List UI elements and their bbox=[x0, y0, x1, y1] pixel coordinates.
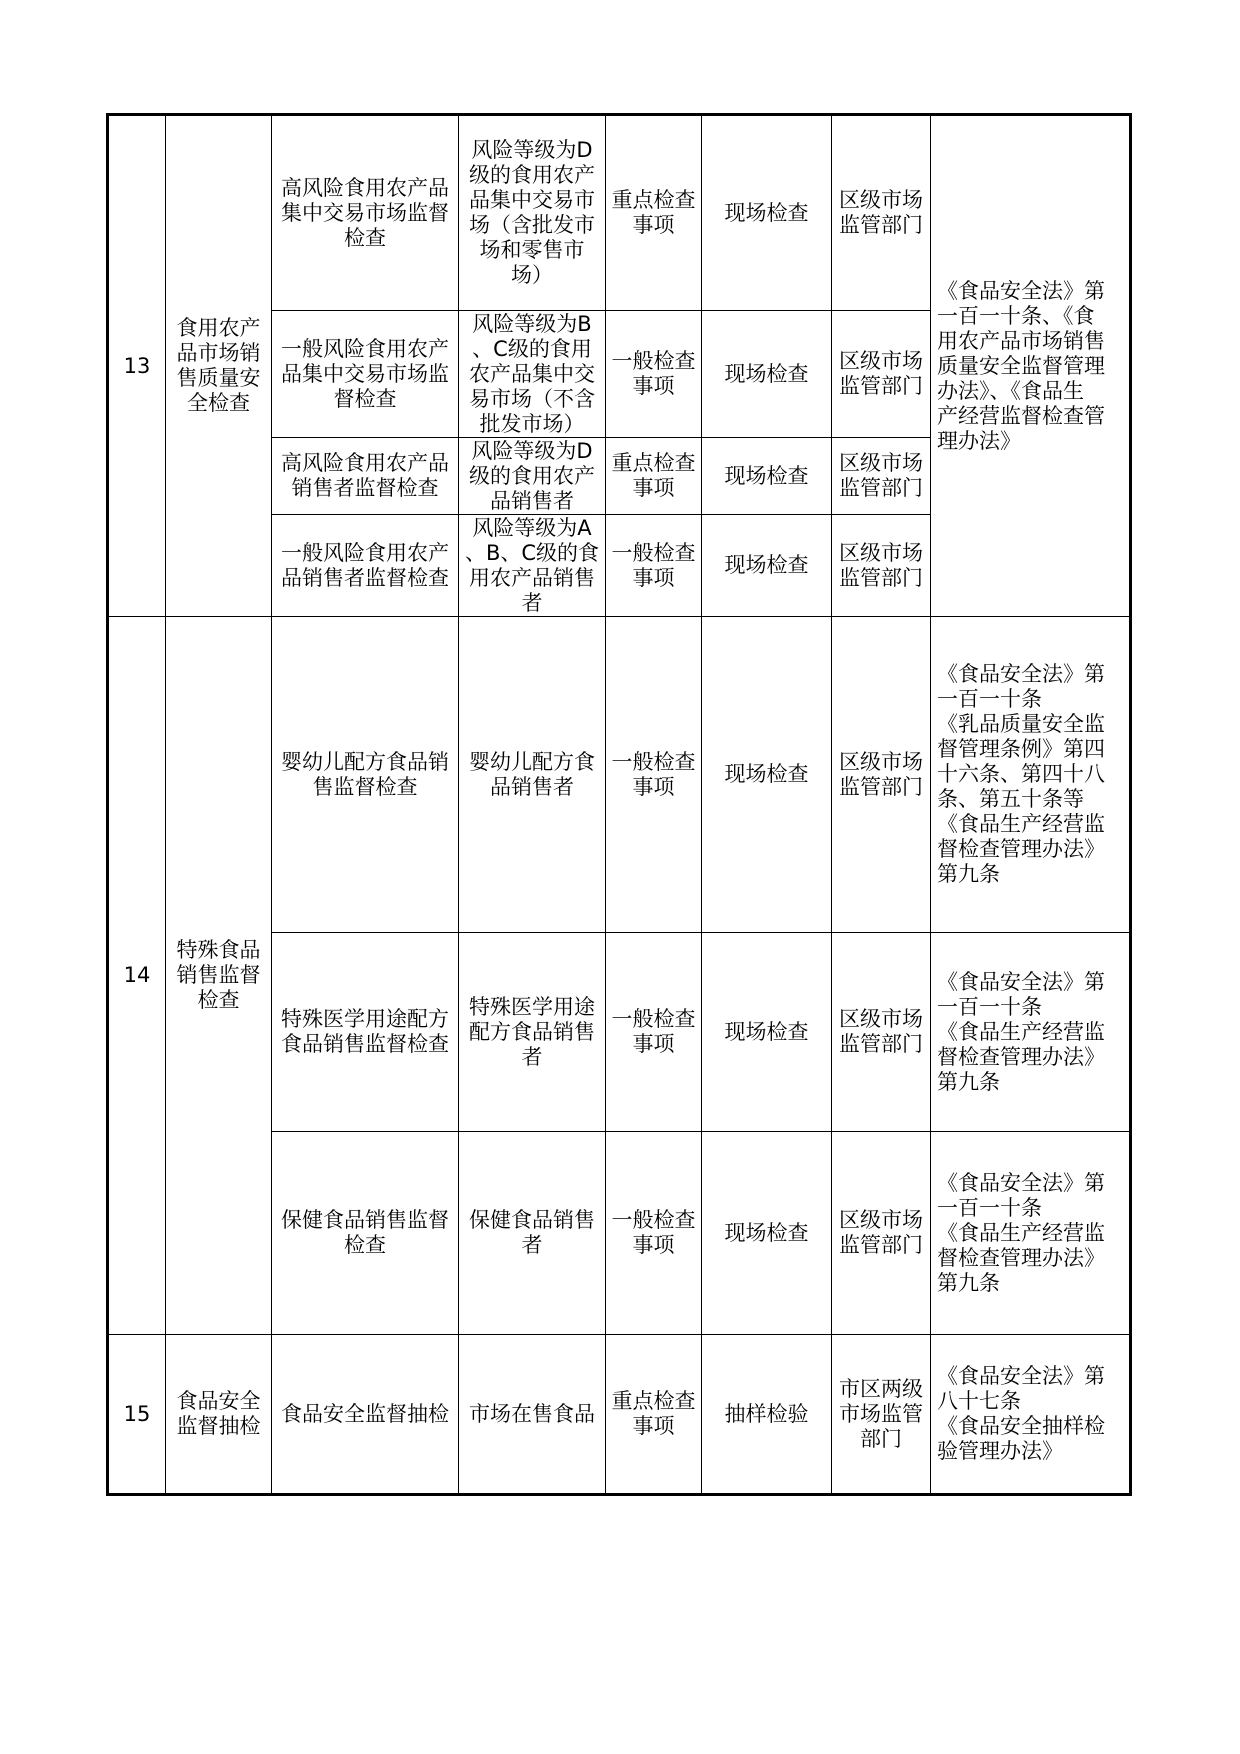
legal-basis: 《食品安全法》第 一百一十条 《食品生产经营监 督检查管理办法》 第九条 bbox=[931, 933, 1131, 1132]
table-row bbox=[108, 617, 1131, 933]
inspection-object: 保健食品销售 者 bbox=[459, 1132, 606, 1335]
responsible-dept: 区级市场 监管部门 bbox=[832, 515, 931, 617]
sub-item: 食品安全监督抽检 bbox=[272, 1335, 459, 1495]
sub-item: 一般风险食用农产 品集中交易市场监 督检查 bbox=[272, 311, 459, 438]
table-row bbox=[108, 115, 1131, 311]
legal-basis: 《食品安全法》第 一百一十条 《乳品质量安全监 督管理条例》第四 十六条、第四十八 条、第五十条等 《食品生产经营监 督检查管理办法》 第九条 bbox=[931, 617, 1131, 933]
responsible-dept: 区级市场 监管部门 bbox=[832, 438, 931, 515]
item-category: 重点检查 事项 bbox=[606, 438, 702, 515]
legal-basis: 《食品安全法》第 一百一十条 《食品生产经营监 督检查管理办法》 第九条 bbox=[931, 1132, 1131, 1335]
row-number: 14 bbox=[108, 617, 166, 1335]
responsible-dept: 区级市场 监管部门 bbox=[832, 617, 931, 933]
item-category: 一般检查 事项 bbox=[606, 933, 702, 1132]
inspection-object: 风险等级为A 、B、C级的食 用农产品销售 者 bbox=[459, 515, 606, 617]
inspection-object: 市场在售食品 bbox=[459, 1335, 606, 1495]
item-category: 一般检查 事项 bbox=[606, 311, 702, 438]
inspection-method: 现场检查 bbox=[702, 515, 832, 617]
responsible-dept: 区级市场 监管部门 bbox=[832, 1132, 931, 1335]
inspection-name: 特殊食品 销售监督 检查 bbox=[166, 617, 272, 1335]
inspection-method: 现场检查 bbox=[702, 617, 832, 933]
row-number: 13 bbox=[108, 115, 166, 617]
responsible-dept: 区级市场 监管部门 bbox=[832, 115, 931, 311]
item-category: 重点检查 事项 bbox=[606, 115, 702, 311]
inspection-name: 食用农产 品市场销 售质量安 全检查 bbox=[166, 115, 272, 617]
responsible-dept: 区级市场 监管部门 bbox=[832, 311, 931, 438]
item-category: 一般检查 事项 bbox=[606, 1132, 702, 1335]
row-number: 15 bbox=[108, 1335, 166, 1495]
sub-item: 一般风险食用农产 品销售者监督检查 bbox=[272, 515, 459, 617]
sub-item: 特殊医学用途配方 食品销售监督检查 bbox=[272, 933, 459, 1132]
legal-basis: 《食品安全法》第 一百一十条、《食 用农产品市场销售 质量安全监督管理 办法》、《食品生 产经营监督检查管 理办法》 bbox=[931, 115, 1131, 617]
inspection-name: 食品安全 监督抽检 bbox=[166, 1335, 272, 1495]
inspection-method: 抽样检验 bbox=[702, 1335, 832, 1495]
item-category: 一般检查 事项 bbox=[606, 617, 702, 933]
table-row bbox=[108, 1335, 1131, 1495]
inspection-object: 风险等级为B 、C级的食用 农产品集中交 易市场（不含 批发市场） bbox=[459, 311, 606, 438]
sub-item: 保健食品销售监督 检查 bbox=[272, 1132, 459, 1335]
sub-item: 高风险食用农产品 销售者监督检查 bbox=[272, 438, 459, 515]
inspection-method: 现场检查 bbox=[702, 933, 832, 1132]
inspection-items-table bbox=[106, 113, 1132, 1496]
inspection-method: 现场检查 bbox=[702, 438, 832, 515]
inspection-object: 风险等级为D 级的食用农产 品销售者 bbox=[459, 438, 606, 515]
inspection-object: 风险等级为D 级的食用农产 品集中交易市 场（含批发市 场和零售市 场） bbox=[459, 115, 606, 311]
responsible-dept: 区级市场 监管部门 bbox=[832, 933, 931, 1132]
inspection-method: 现场检查 bbox=[702, 115, 832, 311]
item-category: 重点检查 事项 bbox=[606, 1335, 702, 1495]
item-category: 一般检查 事项 bbox=[606, 515, 702, 617]
legal-basis: 《食品安全法》第 八十七条 《食品安全抽样检 验管理办法》 bbox=[931, 1335, 1131, 1495]
inspection-method: 现场检查 bbox=[702, 311, 832, 438]
responsible-dept: 市区两级 市场监管 部门 bbox=[832, 1335, 931, 1495]
inspection-object: 婴幼儿配方食 品销售者 bbox=[459, 617, 606, 933]
inspection-object: 特殊医学用途 配方食品销售 者 bbox=[459, 933, 606, 1132]
inspection-method: 现场检查 bbox=[702, 1132, 832, 1335]
sub-item: 婴幼儿配方食品销 售监督检查 bbox=[272, 617, 459, 933]
sub-item: 高风险食用农产品 集中交易市场监督 检查 bbox=[272, 115, 459, 311]
